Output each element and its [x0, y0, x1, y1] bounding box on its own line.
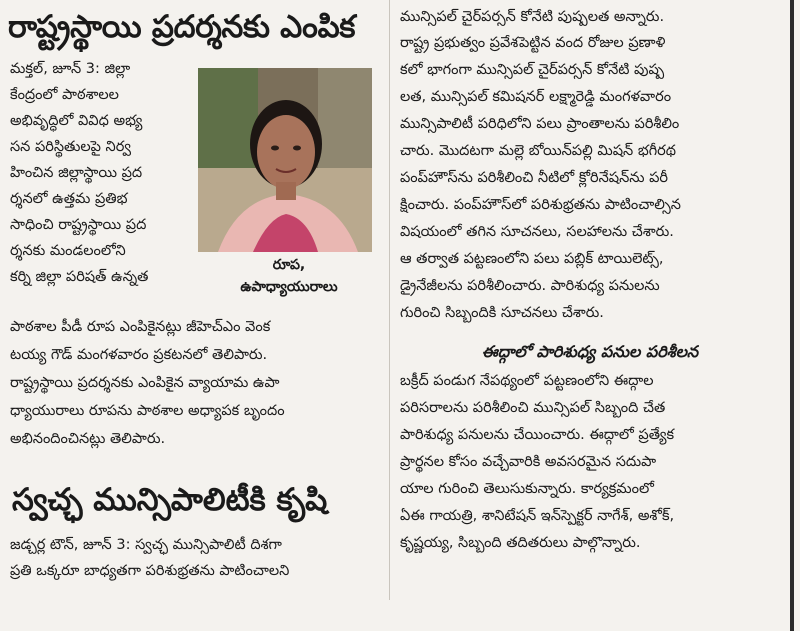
- article3-line: బక్రీద్ పండుగ నేపథ్యంలో పట్టణంలోని ఈద్గాల: [400, 373, 654, 389]
- portrait-image: [198, 68, 372, 252]
- article3-line: మున్సిపల్ చైర్‌పర్సన్ కోనేటి పుష్పలత అన్నారు.: [400, 9, 665, 25]
- article1-line: కర్ని జిల్లా పరిషత్ ఉన్నత: [10, 269, 149, 285]
- article1-line: ధ్యాయురాలు రూపను పాఠశాల అధ్యాపక బృందం: [10, 403, 285, 419]
- article1-line: టయ్య గౌడ్ మంగళవారం ప్రకటనలో తెలిపారు.: [10, 347, 268, 363]
- article3-line: యాల గురించి తెలుసుకున్నారు. కార్యక్రమంలో: [400, 481, 654, 497]
- article3-line: కలో భాగంగా మున్సిపల్ చైర్‌పర్సన్ కోనేటి పుష్ప: [400, 62, 665, 78]
- article1-line: మక్తల్, జూన్ 3: జిల్లా: [10, 61, 131, 77]
- article1-line: ర్శనకు మండలంలోని: [10, 243, 126, 259]
- article3-line: పరిసరాలను పరిశీలించి మున్సిపల్ సిబ్బంది చేత: [400, 400, 666, 416]
- article1-line: ర్శనలో ఉత్తమ ప్రతిభ: [10, 191, 128, 207]
- page-edge: [790, 0, 794, 631]
- article1-line: హించిన జిల్లాస్థాయి ప్రద: [10, 165, 143, 181]
- article3-line: డ్రైనేజీలను పరిశీలించారు. పారిశుధ్య పనులను: [400, 278, 660, 294]
- article2-line: జడ్చర్ల టౌన్, జూన్ 3: స్వచ్ఛ మున్సిపాలిటీ దిశగా: [10, 537, 282, 553]
- article3-line: పారిశుధ్య పనులను చేయించారు. ఈద్గాలో ప్రత్యేక: [400, 427, 675, 443]
- column-divider: [389, 0, 390, 600]
- article1-headline: రాష్ట్రస్థాయి ప్రదర్శనకు ఎంపిక: [8, 9, 356, 45]
- article3-line: ఏఈ గాయత్రి, శానిటేషన్ ఇన్‌స్పెక్టర్ నాగేశ్, అశోక్,: [400, 508, 675, 524]
- article3-line: గురించి సిబ్బందికి సూచనలు చేశారు.: [400, 305, 604, 321]
- article2-line: ప్రతి ఒక్కరూ బాధ్యతగా పరిశుభ్రతను పాటించాలని: [10, 563, 290, 579]
- article3-line: చారు. మొదటగా మల్లె బోయిన్‌పల్లి మిషన్ భగీరథ: [400, 143, 676, 159]
- article3-line: ఆ తర్వాత పట్టణంలోని పలు పబ్లిక్ టాయిలెట్స్,: [400, 251, 664, 267]
- caption-name: రూప,: [272, 257, 306, 273]
- article1-line: రాష్ట్రస్థాయి ప్రదర్శనకు ఎంపికైన వ్యాయామ ఉపా: [10, 375, 280, 391]
- article1-line: పాఠశాల పీడీ రూప ఎంపికైనట్లు జీహెచ్‌ఎం వెంక: [10, 319, 271, 335]
- article3-line: పంప్‌హౌస్‌ను పరిశీలించి నీటిలో క్లోరినేషన్‌ను పరీ: [400, 170, 669, 186]
- article3-line: విషయంలో తగిన సూచనలు, సలహాలను చేశారు.: [400, 224, 674, 240]
- article1-line: అభినందించినట్లు తెలిపారు.: [10, 431, 166, 447]
- article3-line: లత, మున్సిపల్ కమిషనర్ లక్ష్మారెడ్డి మంగళవారం: [400, 89, 672, 105]
- article3-line: కృష్ణయ్య, సిబ్బంది తదితరులు పాల్గొన్నారు.: [400, 535, 641, 551]
- article3-line: మున్సిపాలిటీ పరిధిలోని పలు ప్రాంతాలను పరిశీలిం: [400, 116, 680, 132]
- article1-line: సాధించి రాష్ట్రస్థాయి ప్రద: [10, 217, 147, 233]
- caption-role: ఉపాధ్యాయురాలు: [240, 279, 338, 295]
- article3-line: రాష్ట్ర ప్రభుత్వం ప్రవేశపెట్టిన వంద రోజుల ప్రణాళి: [400, 35, 666, 51]
- article3-line: క్షించారు. పంప్‌హౌస్‌లో పరిశుభ్రతను పాటించాల్సిన: [400, 197, 681, 213]
- article3-line: ప్రార్థనల కోసం వచ్చేవారికి అవసరమైన సదుపా: [400, 454, 657, 470]
- teacher-photo: [198, 68, 372, 252]
- article1-line: కేంద్రంలో పాఠశాలల: [10, 87, 119, 103]
- article3-subheading: ఈద్గాలో పారిశుధ్య పనుల పరిశీలన: [481, 342, 699, 361]
- photo-caption: [204, 254, 374, 298]
- article1-line: సన పరిస్థితులపై నిర్వ: [10, 139, 131, 155]
- article2-headline: స్వచ్ఛ మున్సిపాలిటీకి కృషి: [12, 482, 328, 518]
- article1-line: అభివృద్ధిలో వివిధ అభ్య: [10, 113, 143, 129]
